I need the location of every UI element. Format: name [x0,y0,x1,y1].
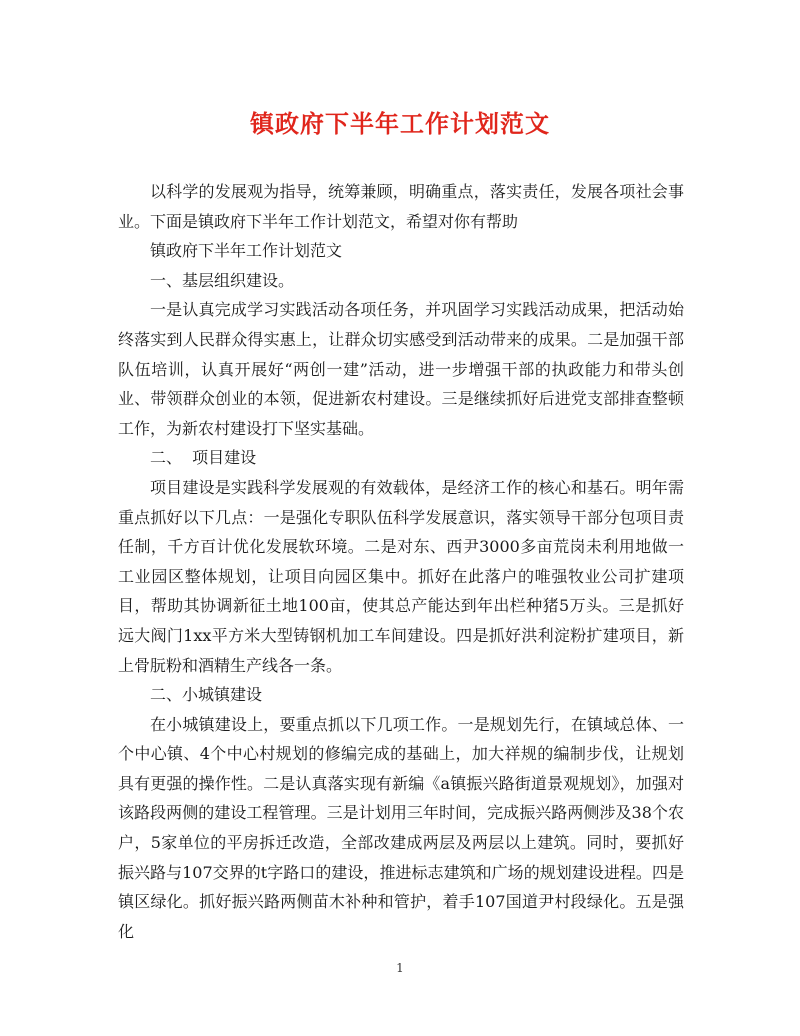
section-heading-projects: 二、 项目建设 [150,448,257,468]
subtitle-paragraph: 镇政府下半年工作计划范文 [150,241,343,261]
section-heading-town: 二、小城镇建设 [150,685,263,705]
page-number: 1 [396,961,404,975]
body-paragraph-town: 在小城镇建设上，要重点抓以下几项工作。一是规划先行，在镇域总体、一个中心镇、4个中心村规划的修编完成的基础上，加大祥规的编制步伐，让规划具有更强的操作性。二是认真落实现有新编《a镇振兴路街道景观规划》，加强对该路段两侧的建设工程管理。三是计划用三年时间，完成振兴路两侧涉及38个农户，5家单位的平房拆迁改造，全部改建成两层及两层以上建筑。同时，要抓好振兴路与107交界的t字路口的建设，推进标志建筑和广场的规划建设进程。四是镇区绿化。抓好振兴路两侧苗木补种和管护，着手107国道尹村段绿化。五是强化 [118,714,684,941]
body-paragraph-projects: 项目建设是实践科学发展观的有效载体，是经济工作的核心和基石。明年需重点抓好以下几点：一是强化专职队伍科学发展意识，落实领导干部分包项目责任制，千方百计优化发展软环境。二是对东、西尹3000多亩荒岗未利用地做一工业园区整体规划，让项目向园区集中。抓好在此落户的唯强牧业公司扩建项目，帮助其协调新征土地100亩，使其总产能达到年出栏种猪5万头。三是抓好远大阀门1xx平方米大型铸钢机加工车间建设。四是抓好洪利淀粉扩建项目，新上骨朊粉和酒精生产线各一条。 [118,477,684,675]
document-body [118,177,684,946]
section-heading-organization: 一、基层组织建设。 [150,270,295,290]
intro-paragraph: 以科学的发展观为指导，统筹兼顾，明确重点，落实责任，发展各项社会事业。下面是镇政府下半年工作计划范文，希望对你有帮助 [118,182,684,231]
body-paragraph-organization: 一是认真完成学习实践活动各项任务，并巩固学习实践活动成果，把活动始终落实到人民群众得实惠上，让群众切实感受到活动带来的成果。二是加强干部队伍培训，认真开展好“两创一建”活动，进一步增强干部的执政能力和带头创业、带领群众创业的本领，促进新农村建设。三是继续抓好后进党支部排查整顿工作，为新农村建设打下坚实基础。 [118,300,684,438]
document-title: 镇政府下半年工作计划范文 [250,109,550,138]
